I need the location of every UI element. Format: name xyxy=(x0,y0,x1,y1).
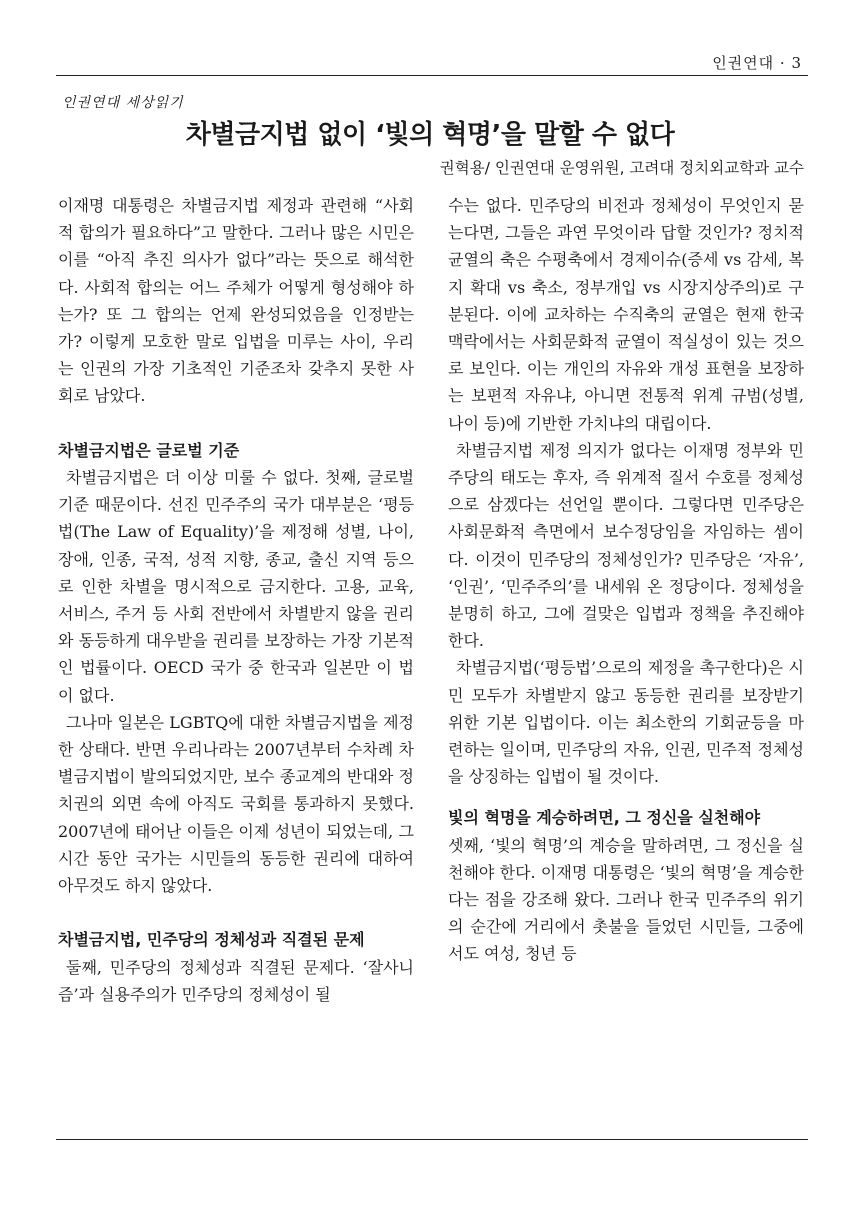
paragraph: 둘째, 민주당의 정체성과 직결된 문제다. ‘잘사니즘’과 실용주의가 민주당의 정체성이 될 xyxy=(58,957,414,1004)
section-heading-party-identity: 차별금지법, 민주당의 정체성과 직결된 문제 xyxy=(58,930,365,950)
paragraph: 셋째, ‘빛의 혁명’의 계승을 말하려면, 그 정신을 실천해야 한다. 이재명 대통령은 ‘빛의 혁명’을 계승한다는 점을 강조해 왔다. 그러나 한국 민주주의 위기의 순간에 거리에서 촛불을 들었던 시민들, 그중에서도 여성, 청년 등 xyxy=(448,835,804,964)
section-heading-global-standard: 차별금지법은 글로벌 기준 xyxy=(58,440,240,460)
intro-paragraph: 이재명 대통령은 차별금지법 제정과 관련해 “사회적 합의가 필요하다”고 말한다. 그러나 많은 시민은 이를 “아직 추진 의사가 없다”라는 뜻으로 해석한다. 사회적 합의는 어느 주체가 어떻게 형성해야 하는가? 또 그 합의는 언제 완성되었음을 인정받는가? 이렇게 모호한 말로 입법을 미루는 사이, 우리는 인권의 가장 기초적인 기준조차 갖추지 못한 사회로 남았다. xyxy=(58,196,414,406)
column-series-label: 인권연대 세상읽기 xyxy=(62,95,184,111)
page-header-label: 인권연대 · 3 xyxy=(712,54,802,72)
right-column xyxy=(448,192,804,968)
paragraph: 차별금지법은 더 이상 미룰 수 없다. 첫째, 글로벌 기준 때문이다. 선진 민주주의 국가 대부분은 ‘평등법(The Law of Equality)’을 제정해 성별, 나이, 장애, 인종, 국적, 성적 지향, 종교, 출신 지역 등으로 인한 차별을 명시적으로 금지한다. 고용, 교육, 서비스, 주거 등 사회 전반에서 차별받지 않을 권리와 동등하게 대우받을 권리를 보장하는 가장 기본적인 법률이다. OECD 국가 중 한국과 일본만 이 법이 없다. xyxy=(58,468,414,705)
footer-rule xyxy=(56,1139,808,1140)
paragraph: 그나마 일본은 LGBTQ에 대한 차별금지법을 제정한 상태다. 반면 우리나라는 2007년부터 수차례 차별금지법이 발의되었지만, 보수 종교계의 반대와 정치권의 외면 속에 아직도 국회를 통과하지 못했다. 2007년에 태어난 이들은 이제 성년이 되었는데, 그 시간 동안 국가는 시민들의 동등한 권리에 대하여 아무것도 하지 않았다. xyxy=(58,712,414,896)
left-column xyxy=(58,192,414,1008)
section-heading-revolution: 빛의 혁명을 계승하려면, 그 정신을 실천해야 xyxy=(448,808,761,828)
paragraph: 수는 없다. 민주당의 비전과 정체성이 무엇인지 묻는다면, 그들은 과연 무엇이라 답할 것인가? 정치적 균열의 축은 수평축에서 경제이슈(증세 vs 감세, 복지 확대 vs 축소, 정부개입 vs 시장지상주의)로 구분된다. 이에 교차하는 수직축의 균열은 현재 한국 맥락에서는 사회문화적 균열이 적실성이 있는 것으로 보인다. 이는 개인의 자유와 개성 표현을 보장하는 보편적 자유냐, 아니면 전통적 위계 규범(성별, 나이 등)에 기반한 가치냐의 대립이다. xyxy=(448,196,804,433)
article-byline: 권혁용/ 인권연대 운영위원, 고려대 정치외교학과 교수 xyxy=(439,159,804,177)
article-title: 차별금지법 없이 ‘빛의 혁명’을 말할 수 없다 xyxy=(185,120,675,150)
paragraph: 차별금지법(‘평등법’으로의 제정을 촉구한다)은 시민 모두가 차별받지 않고 동등한 권리를 보장받기 위한 기본 입법이다. 이는 최소한의 기회균등을 마련하는 일이며, 민주당의 자유, 인권, 민주적 정체성을 상징하는 입법이 될 것이다. xyxy=(448,658,804,787)
paragraph: 차별금지법 제정 의지가 없다는 이재명 정부와 민주당의 태도는 후자, 즉 위계적 질서 수호를 정체성으로 삼겠다는 선언일 뿐이다. 그렇다면 민주당은 사회문화적 측면에서 보수정당임을 자임하는 셈이다. 이것이 민주당의 정체성인가? 민주당은 ‘자유’, ‘인권’, ‘민주주의’를 내세워 온 정당이다. 정체성을 분명히 하고, 그에 걸맞은 입법과 정책을 추진해야 한다. xyxy=(448,440,804,651)
header-rule xyxy=(56,75,808,76)
